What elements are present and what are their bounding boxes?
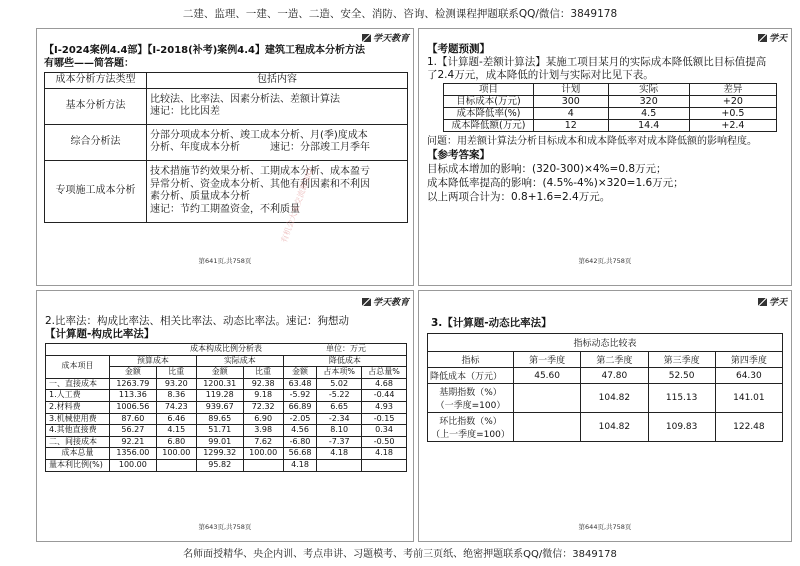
table-row [45,124,408,160]
row-label [428,413,514,442]
answer-line: 成本降低率提高的影响：(4.5%-4%)×320=1.6万元； [427,177,684,189]
panel1-title: 【Ⅰ-2024案例4.4部】【Ⅰ-2018(补考)案例4.4】建筑工程成本分析方法 [44,45,365,56]
content-line: 素分析、质量成本分析 [150,191,250,202]
table-cell: 成本降低额(万元) [444,120,534,132]
table-cell: 4.18 [283,459,317,471]
table-cell: 12 [534,120,609,132]
table-cell: -0.50 [362,436,407,448]
answer-line: 目标成本增加的影响：(320-300)×4%=0.8万元； [427,163,667,175]
table-cell: 6.90 [243,413,283,425]
table-cell: 56.27 [110,425,157,437]
header-cell: 降低成本 [283,355,406,367]
brand-logo: 学天教育 [362,31,409,44]
logo-mark-icon [758,298,767,306]
table-cell: +2.4 [689,120,776,132]
table-cell: 5.02 [317,378,362,390]
table-cell: 56.68 [283,448,317,460]
header-cell: 比重 [243,367,283,379]
content-line: 异常分析、资金成本分析、其他有利因素和不利因 [150,178,370,190]
table-cell: 64.30 [715,368,782,384]
slide-difference-method [418,28,792,286]
header-cell: 包括内容 [147,73,408,89]
table-cell: 119.28 [196,390,243,402]
content-line: 分析、年度成本分析 速记：分部竣工月季年 [150,142,370,153]
table-cell: +20 [689,96,776,108]
row-label-line: （一季度=100） [435,401,506,411]
row-label: 二、间接成本 [46,436,110,448]
table-row [428,368,783,384]
table-cell [156,459,196,471]
content-line: 分部分项成本分析、竣工成本分析、月(季)度成本 [150,129,368,141]
table-cell: 87.60 [110,413,157,425]
table-title-row [428,334,783,352]
table-cell: -2.05 [283,413,317,425]
plan-vs-actual-table [443,83,777,132]
row-label: 量本利比例(%) [46,459,110,471]
table-row [46,378,407,390]
table-cell [514,384,581,413]
table-cell: 115.13 [648,384,715,413]
brand-logo: 学天 [758,31,787,44]
panel3-subtitle: 【计算题-构成比率法】 [45,328,155,340]
panel2-heading: 【考题预测】 [427,43,490,55]
table-row [428,384,783,413]
table-cell: 14.4 [608,120,689,132]
header-cell: 实际 [608,84,689,96]
table-cell: 95.82 [196,459,243,471]
table-cell: 1006.56 [110,401,157,413]
row-label: 4.其他直接费 [46,425,110,437]
method-content [147,124,408,160]
table-cell: 成本降低率(%) [444,108,534,120]
panel1-subtitle: 有哪些——简答题： [44,58,134,69]
table-cell: 4.5 [608,108,689,120]
question-text: 问题：用差额计算法分析目标成本和成本降低率对成本降低额的影响程度。 [427,136,757,147]
table-cell: 1263.79 [110,378,157,390]
header-cell: 指标 [428,352,514,368]
question-line: 1.【计算题-差额计算法】某施工项目某月的实际成本降低额比目标值提高 [427,56,767,68]
table-cell: 320 [608,96,689,108]
table-cell: 100.00 [243,448,283,460]
header-cell: 预算成本 [110,355,197,367]
method-content [147,88,408,124]
table-cell: 141.01 [715,384,782,413]
table-cell: -6.80 [283,436,317,448]
table-header-row [428,352,783,368]
table-cell: 939.67 [196,401,243,413]
table-row [46,390,407,402]
cost-structure-table [45,343,407,472]
page-number: 第644页,共758页 [578,523,632,531]
header-cell: 第三季度 [648,352,715,368]
method-type: 专项施工成本分析 [45,160,147,222]
slide-composition-ratio [36,290,414,542]
table-row [46,459,407,471]
table-cell: -0.15 [362,413,407,425]
brand-logo: 学天 [758,295,787,308]
page-number: 第642页,共758页 [578,257,632,265]
page-header: 二建、监理、一建、一造、二造、安全、消防、咨询、检测课程押题联系QQ/微信：3849178 [182,8,618,20]
content-line: 比较法、比率法、因素分析法、差额计算法 [150,93,340,105]
row-label: 成本总量 [46,448,110,460]
table-cell: 4 [534,108,609,120]
page-number: 第641页,共758页 [198,257,252,265]
unit-label: 单位：万元 [326,344,366,353]
table-cell: -5.22 [317,390,362,402]
table-row [46,448,407,460]
table-title-text: 成本构成比例分析表 [190,344,262,353]
table-row [45,160,408,222]
row-label: 1.人工费 [46,390,110,402]
header-cell: 金额 [283,367,317,379]
header-cell: 占总量% [362,367,407,379]
table-cell: 4.18 [362,448,407,460]
table-row [428,413,783,442]
page-number: 第643页,共758页 [198,523,252,531]
table-cell [362,459,407,471]
logo-mark-icon [758,34,767,42]
table-cell: 1299.32 [196,448,243,460]
table-title: 指标动态比较表 [428,334,783,352]
table-cell: 1356.00 [110,448,157,460]
table-cell: 66.89 [283,401,317,413]
header-cell: 占本项% [317,367,362,379]
table-cell: -2.34 [317,413,362,425]
table-cell: 45.60 [514,368,581,384]
table-cell: 72.32 [243,401,283,413]
table-cell [514,413,581,442]
table-cell: 104.82 [581,413,648,442]
table-cell: 104.82 [581,384,648,413]
table-cell: 52.50 [648,368,715,384]
answer-heading: 【参考答案】 [427,149,490,161]
row-label: 2.材料费 [46,401,110,413]
panel3-title: 2.比率法：构成比率法、相关比率法、动态比率法。速记：狗想动 [45,315,350,327]
content-line: 速记：比比因差 [150,106,220,117]
table-cell: 51.71 [196,425,243,437]
header-cell: 计划 [534,84,609,96]
answer-line: 以上两项合计为：0.8+1.6=2.4万元。 [427,191,611,203]
row-label-line: 基期指数（%） [439,388,502,398]
table-cell: +0.5 [689,108,776,120]
table-header-row [45,73,408,89]
table-cell: 93.20 [156,378,196,390]
table-cell [317,459,362,471]
header-cell: 金额 [196,367,243,379]
table-cell: 8.10 [317,425,362,437]
header-cell: 成本分析方法类型 [45,73,147,89]
table-title-row [46,344,407,356]
table-cell: 6.65 [317,401,362,413]
content-line: 技术措施节约效果分析、工期成本分析、成本盈亏 [150,166,370,177]
header-cell: 第二季度 [581,352,648,368]
panel4-title: 3.【计算题-动态比率法】 [431,317,552,329]
table-cell: 300 [534,96,609,108]
watermark: 有机会大家交流群加Q: [279,164,316,245]
content-line: 速记：节约工期盈资金，不利质量 [150,203,300,215]
header-cell: 比重 [156,367,196,379]
table-cell: 74.23 [156,401,196,413]
table-row [46,425,407,437]
table-cell: -0.44 [362,390,407,402]
method-content [147,160,408,222]
header-cell: 实际成本 [196,355,283,367]
logo-mark-icon [362,34,371,42]
table-cell: -5.92 [283,390,317,402]
table-cell [243,459,283,471]
table-cell: 47.80 [581,368,648,384]
analysis-methods-table [44,72,408,223]
header-cell: 金额 [110,367,157,379]
table-cell: 1200.31 [196,378,243,390]
row-label: 一、直接成本 [46,378,110,390]
brand-logo: 学天教育 [362,295,409,308]
table-title [46,344,407,356]
table-row [444,120,777,132]
question-line: 了2.4万元，成本降低的计划与实际对比见下表。 [427,69,654,81]
table-cell: 7.62 [243,436,283,448]
table-cell: 92.21 [110,436,157,448]
table-cell: 100.00 [156,448,196,460]
page-footer: 名师面授精华、央企内训、考点串讲、习题模考、考前三页纸、绝密押题联系QQ/微信：3849178 [183,549,617,560]
header-cell: 差异 [689,84,776,96]
table-cell: 9.18 [243,390,283,402]
table-cell: 63.48 [283,378,317,390]
table-cell: 4.68 [362,378,407,390]
table-cell: 0.34 [362,425,407,437]
row-label-line: 环比指数（%） [439,417,502,427]
table-cell: 99.01 [196,436,243,448]
table-cell: 6.46 [156,413,196,425]
table-cell: 8.36 [156,390,196,402]
header-cell: 成本项目 [46,355,110,378]
table-cell: 4.15 [156,425,196,437]
method-type: 综合分析法 [45,124,147,160]
logo-mark-icon [362,298,371,306]
table-cell: -7.37 [317,436,362,448]
header-cell: 第一季度 [514,352,581,368]
table-cell: 113.36 [110,390,157,402]
header-cell: 第四季度 [715,352,782,368]
header-cell: 项目 [444,84,534,96]
slide-cost-analysis-methods [36,28,414,286]
row-label: 降低成本（万元） [428,368,514,384]
table-cell: 3.98 [243,425,283,437]
table-cell: 4.18 [317,448,362,460]
table-cell: 122.48 [715,413,782,442]
table-cell: 目标成本(万元) [444,96,534,108]
table-row [45,88,408,124]
dynamic-index-table [427,333,783,442]
table-cell: 89.65 [196,413,243,425]
table-cell: 6.80 [156,436,196,448]
table-header-row [444,84,777,96]
table-cell: 109.83 [648,413,715,442]
row-label [428,384,514,413]
table-row [46,436,407,448]
method-type: 基本分析方法 [45,88,147,124]
row-label: 3.机械使用费 [46,413,110,425]
table-cell: 4.93 [362,401,407,413]
table-row [444,108,777,120]
table-cell: 92.38 [243,378,283,390]
slide-dynamic-ratio [418,290,792,542]
row-label-line: （上一季度=100） [431,430,510,440]
table-row [444,96,777,108]
table-header-row [46,355,407,367]
table-cell: 100.00 [110,459,157,471]
table-row [46,401,407,413]
table-row [46,413,407,425]
table-cell: 4.56 [283,425,317,437]
